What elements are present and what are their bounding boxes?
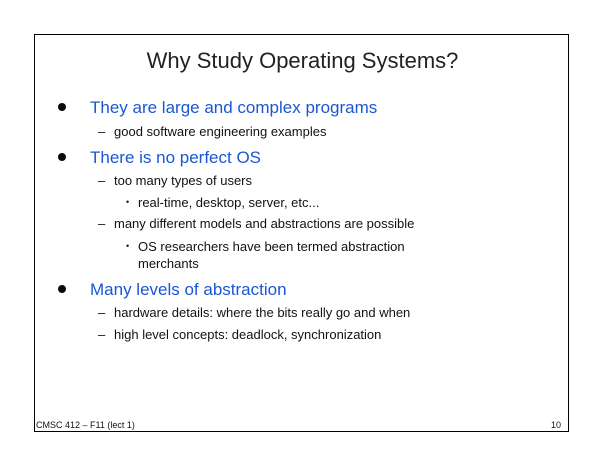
sub-sub-item: [126, 194, 506, 211]
slide-title: Why Study Operating Systems?: [146, 48, 459, 73]
sub-item: [98, 305, 410, 320]
sub-item: [98, 216, 414, 231]
sub-item: [98, 173, 252, 188]
sub-item: [98, 327, 381, 342]
dash-icon: –: [98, 216, 106, 231]
sub-sub-item-text: real-time, desktop, server, etc...: [138, 195, 320, 210]
dash-icon: –: [98, 327, 106, 342]
bullet-text: They are large and complex programs: [90, 98, 378, 117]
sub-item-text: many different models and abstractions are possible: [114, 216, 415, 231]
dash-icon: –: [98, 305, 106, 320]
dash-icon: –: [98, 173, 106, 188]
dash-icon: –: [98, 124, 106, 139]
sub-item-text: high level concepts: deadlock, synchronization: [114, 327, 382, 342]
bullet-dot-icon: [58, 103, 66, 111]
small-bullet-icon: •: [126, 241, 130, 251]
bullet-dot-icon: [58, 285, 66, 293]
bullet-text: Many levels of abstraction: [90, 280, 287, 299]
footer-course-label: CMSC 412 – F11 (lect 1): [36, 420, 135, 430]
sub-item-text: good software engineering examples: [114, 124, 327, 139]
sub-sub-item: [126, 238, 466, 272]
small-bullet-icon: •: [126, 197, 130, 207]
bullet-dot-icon: [58, 153, 66, 161]
page-number: 10: [551, 420, 562, 430]
sub-item-text: too many types of users: [114, 173, 253, 188]
sub-item: [98, 124, 326, 139]
sub-sub-item-text: OS researchers have been termed abstraction merchants: [138, 239, 405, 271]
sub-item-text: hardware details: where the bits really go and when: [114, 305, 411, 320]
bullet-text: There is no perfect OS: [90, 148, 262, 167]
